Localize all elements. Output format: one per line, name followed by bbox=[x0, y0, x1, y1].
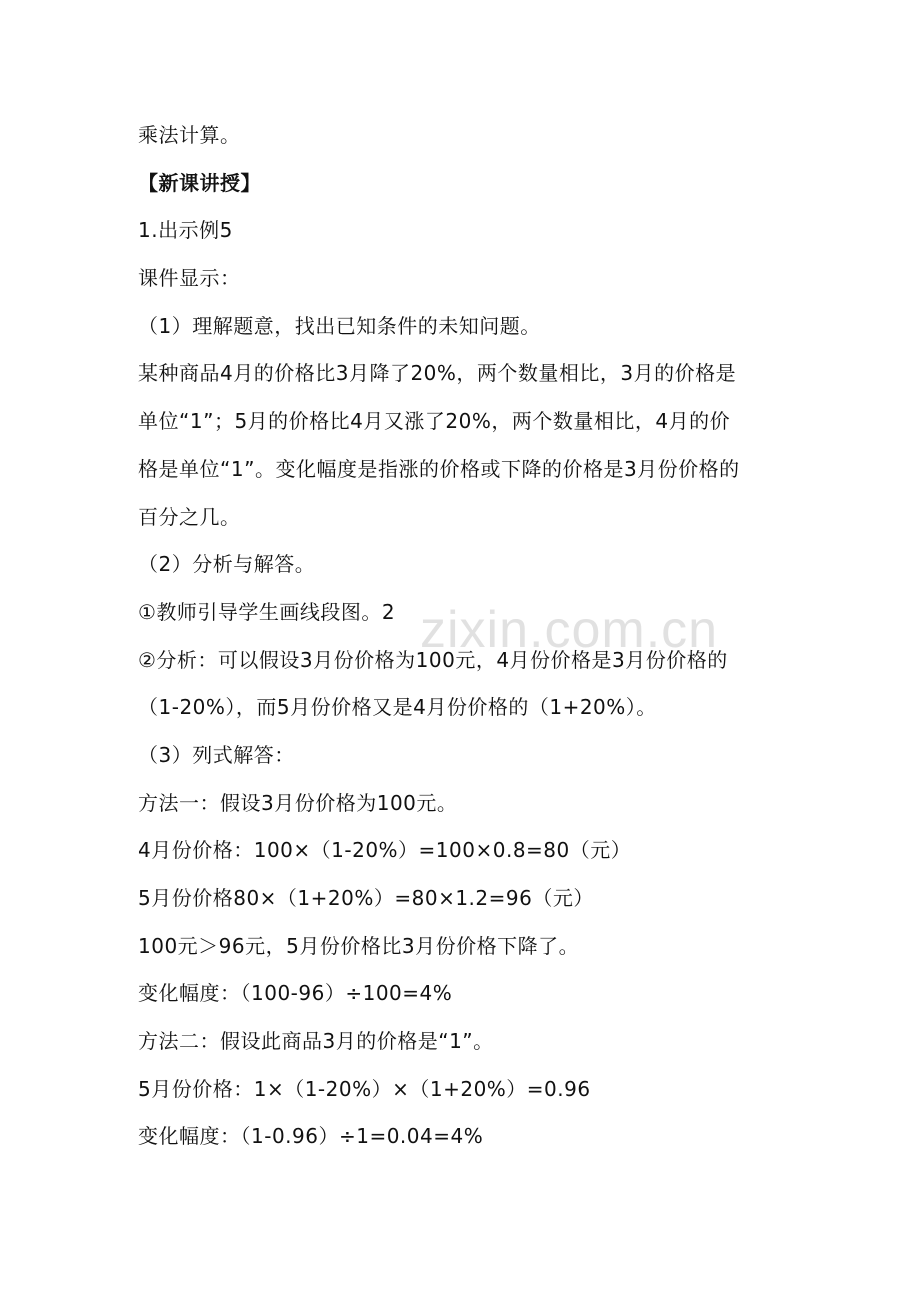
text-line: 格是单位“1”。变化幅度是指涨的价格或下降的价格是3月份价格的 bbox=[138, 456, 740, 481]
text-line: （1）理解题意，找出已知条件的未知问题。 bbox=[138, 313, 541, 338]
text-line: 乘法计算。 bbox=[138, 123, 241, 147]
text-line: ①教师引导学生画线段图。2 bbox=[138, 599, 396, 624]
text-line: 100元＞96元，5月份价格比3月份价格下降了。 bbox=[138, 933, 580, 958]
text-line: （1-20%），而5月份价格又是4月份价格的（1+20%）。 bbox=[138, 695, 657, 720]
text-line: （3）列式解答： bbox=[138, 742, 295, 767]
text-line: 百分之几。 bbox=[138, 504, 241, 529]
text-line: 课件显示： bbox=[138, 266, 241, 291]
text-line: 1.出示例5 bbox=[138, 218, 233, 243]
text-line: 单位“1”；5月的价格比4月又涨了20%，两个数量相比，4月的价 bbox=[138, 409, 731, 434]
text-line: 4月份价格：100×（1-20%）=100×0.8=80（元） bbox=[138, 838, 632, 863]
text-line: 变化幅度：（1-0.96）÷1=0.04=4% bbox=[138, 1124, 484, 1149]
text-line: 方法一：假设3月份价格为100元。 bbox=[138, 790, 458, 815]
text-line: 某种商品4月的价格比3月降了20%，两个数量相比，3月的价格是 bbox=[138, 361, 737, 386]
text-line: 变化幅度：（100-96）÷100=4% bbox=[138, 981, 453, 1006]
document-body bbox=[138, 112, 788, 1161]
text-line: 5月份价格80×（1+20%）=80×1.2=96（元） bbox=[138, 886, 594, 910]
text-line: 5月份价格：1×（1-20%）×（1+20%）=0.96 bbox=[138, 1076, 591, 1101]
section-heading: 【新课讲授】 bbox=[138, 170, 261, 195]
watermark: zixin.com.cn bbox=[420, 601, 719, 659]
text-line: （2）分析与解答。 bbox=[138, 552, 316, 577]
text-line: 方法二：假设此商品3月的价格是“1”。 bbox=[138, 1029, 494, 1054]
text-line: ②分析：可以假设3月份价格为100元，4月份价格是3月份价格的 bbox=[138, 647, 728, 672]
